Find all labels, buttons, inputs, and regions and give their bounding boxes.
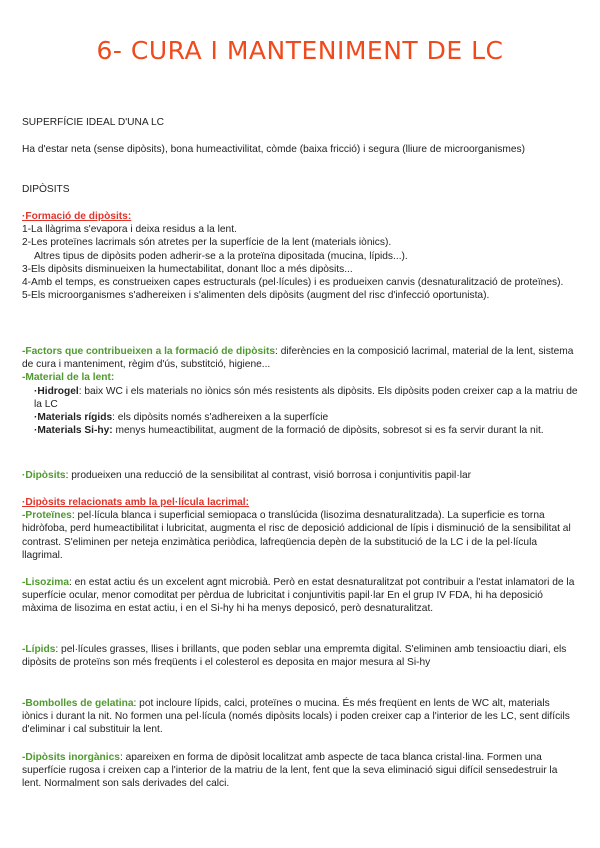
lisozima-paragraph	[22, 576, 578, 616]
material-heading: -Material de la lent:	[22, 372, 115, 384]
page-title: 6- CURA I MANTENIMENT DE LC	[96, 36, 504, 65]
diposits-effect-heading: ·Dipòsits	[22, 470, 66, 481]
lisozima-label: -Lisozima	[22, 577, 69, 588]
formacio-item-3: 3-Els dipòsits disminueixen la humectabilitat, donant lloc a més dipòsits...	[22, 263, 353, 275]
proteines-text: : pel·lícula blanca i superficial semiopaca o translúcida (lisozima desnaturalitzada). La superficie es torna hidròfoba, perd humeactibilitat i lubricitat, augmenta el risc de deposició addicional de lípis i disminució de la sensibilitat al contrast. S'eliminen per neteja enzimàtica periòdica, lafreqüencia depèn de la substitució de la LC i de la pel·lícula llagrimal.	[22, 510, 571, 561]
material-item-sihy	[22, 424, 578, 437]
material-text-hidrogel: : baix WC i els materials no iònics són més resistents als dipòsits. Els dipòsits poden creixer cap a la matriu de la LC	[34, 385, 578, 410]
formacio-item-5: 5-Els microorganismes s'adhereixen i s'alimenten dels dipòsits (augment del risc d'infecció oportunista).	[22, 290, 490, 302]
factors-text: : diferències en la composició lacrimal, material de la lent, sistema de cura i manteniment, règim d'ús, substitció, higiene...	[22, 346, 574, 371]
proteines-label: -Proteïnes	[22, 510, 72, 522]
factors-heading: -Factors que contribueixen a la formació de dipòsits	[22, 346, 276, 357]
material-item-hidrogel	[22, 385, 578, 411]
diposits-heading: DIPÒSITS	[22, 184, 70, 195]
lipids-label: -Lípids	[22, 644, 56, 655]
formacio-item-4: 4-Amb el temps, es construeixen capes estructurals (pel·lícules) i es produeixen canvis (desnaturalització de proteïnes).	[22, 277, 564, 289]
ideal-text: Ha d'estar neta (sense dipòsits), bona humeactivilitat, còmde (baixa fricció) i segura (lliure de microorganismes)	[22, 144, 526, 155]
inorganics-text: : apareixen en forma de dipòsit localitzat amb aspecte de taca blanca cristal·lina. Formen una superfície rugosa i creixen cap a l'interior de la matriu de la lent, fent que la seva eliminació sigui difícil sensedestruir la lent. Normalment son sals derivades del calci.	[22, 752, 558, 790]
formacio-section	[22, 210, 578, 302]
formacio-heading: ·Formació de dipòsits:	[22, 211, 132, 222]
material-item-rigids	[22, 411, 578, 424]
formacio-item-1: 1-La llàgrima s'evapora i deixa residus a la lent.	[22, 224, 237, 236]
proteines-paragraph	[22, 509, 578, 562]
diposits-effect-text: : produeixen una reducció de la sensibilitat al contrast, visió borrosa i conjuntivitis papil·lar	[65, 470, 472, 481]
material-text-rigids: : els dipòsits només s'adhereixen a la superfície	[112, 412, 329, 424]
material-label-sihy: ·Materials Si-hy:	[34, 425, 113, 437]
material-label-rigids: ·Materials rígids	[34, 412, 113, 424]
inorganics-label: -Dipòsits inorgànics	[22, 752, 120, 763]
bombolles-label: -Bombolles de gelatina	[22, 698, 134, 709]
relacionats-heading: ·Dipòsits relacionats amb la pel·lícula lacrimal:	[22, 497, 250, 508]
material-label-hidrogel: ·Hidrogel	[34, 385, 79, 397]
diposits-effect	[22, 469, 578, 482]
ideal-heading: SUPERFÍCIE IDEAL D'UNA LC	[22, 117, 164, 128]
lipids-text: : pel·lícules grasses, llises i brillants, que poden seblar una empremta digital. S'eliminen amb tensioactiu diari, els dipòsits de proteïns son més freqüents i el colesterol es deposita en major mesura al Si-hy	[22, 644, 567, 669]
inorganics-paragraph	[22, 751, 578, 791]
bombolles-text: : pot incloure lípids, calci, proteïnes o mucina. És més freqüent en lents de WC alt, materials iònics i durant la nit. No formen una pel·lícula (només dipòsits locals) i poden creixer cap a l'interior de les LC, sent difícils d'eliminar i cal substituir la lent.	[22, 698, 570, 736]
factors-section	[22, 345, 578, 437]
material-text-sihy: menys humeactibilitat, augment de la formació de dipòsits, sobresot si es fa servir durant la nit.	[112, 425, 544, 437]
lipids-paragraph	[22, 643, 578, 669]
relacionats-section	[22, 496, 578, 562]
formacio-item-2: 2-Les proteïnes lacrimals són atretes per la superfície de la lent (materials iònics).	[22, 237, 392, 249]
formacio-item-2b: Altres tipus de dipòsits poden adherir-se a la proteïna dipositada (mucina, lípids...).	[34, 250, 408, 262]
lisozima-text: : en estat actiu és un excelent agnt microbià. Però en estat desnaturalitzat pot contribuir a l'estat inlamatori de la superfície ocular, menor comoditat per pèrdua de lubricitat i conjuntivitis papil·lar En el grup IV FDA, hi ha deposició màxima de lisozima en estat actiu, i en el Si-hy hi ha menys deposicó, però desnaturalitzat.	[22, 577, 575, 615]
bombolles-paragraph	[22, 697, 578, 737]
